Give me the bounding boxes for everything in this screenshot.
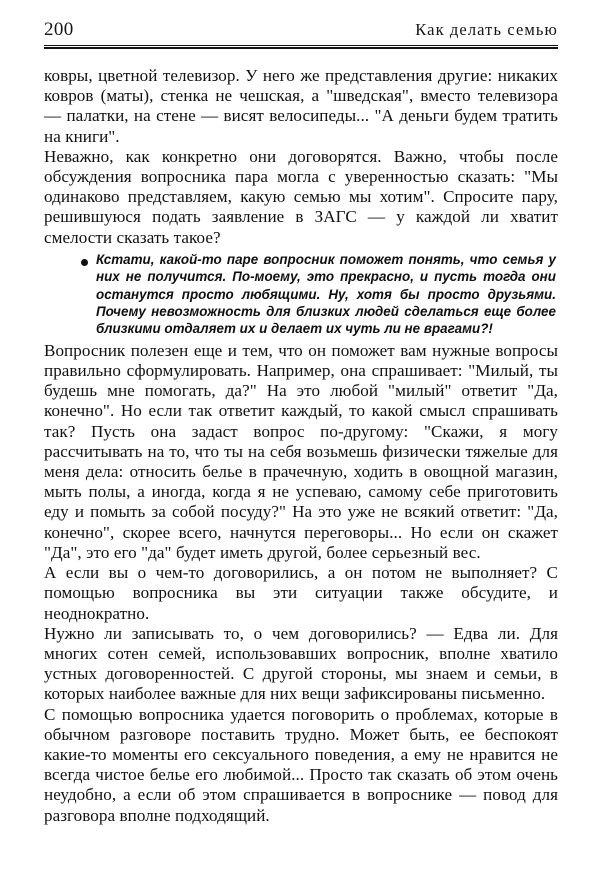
bulleted-note: [44, 251, 558, 338]
paragraph: С помощью вопросника удается поговорить о проблемах, которые в обычном разговоре поставить трудно. Может быть, ее беспокоят какие-то моменты его сексуального поведения, а ему не нравится не всегда чистое белье его любимой... Просто так сказать об этом очень неудобно, а если об этом спрашивается в вопроснике — повод для разговора вполне подходящий.: [44, 704, 558, 825]
bullet-icon: [81, 259, 88, 266]
header-rule-thin: [44, 45, 558, 46]
paragraph: Нужно ли записывать то, о чем договорились? — Едва ли. Для многих сотен семей, использовавших вопросник, вполне хватило устных договоренностей. С другой стороны, мы знаем и семьи, в которых наиболее важные для них вещи зафиксированы письменно.: [44, 623, 558, 704]
running-head: [44, 20, 558, 48]
paragraph-continued: ковры, цветной телевизор. У него же представления другие: никаких ковров (маты), стенка не чешская, а "шведская", вместо телевизора — палатки, на стене — висят велосипеды... "А деньги будем тратить на книги".: [44, 66, 558, 146]
header-rule-thick: [44, 47, 558, 49]
header-double-rule: [44, 45, 558, 51]
running-head-title: Как делать семью: [415, 20, 558, 39]
bulleted-note-text: Кстати, какой-то паре вопросник поможет понять, что семья у них не получится. По-моему, это прекрасно, и пусть тогда они останутся просто любящими. Ну, хотя бы просто друзьями. Почему невозможность для близких людей сделаться еще более близкими отдаляет их и делает их чуть ли не врагами?!: [96, 251, 556, 337]
paragraph: Вопросник полезен еще и тем, что он поможет вам нужные вопросы правильно сформулировать. Например, она спрашивает: "Милый, ты будешь мне помогать, да?" На это любой "милый" ответит "Да, конечно". Но если так ответит каждый, то какой смысл спрашивать так? Пусть она задаст вопрос по-другому: "Скажи, я могу рассчитывать на то, что ты на себя возьмешь физически тяжелые для меня дела: относить белье в прачечную, ходить в овощной магазин, мыть полы, а иногда, когда я не успеваю, самому себе приготовить еду и помыть за собой посуду?" На это уже не всякий ответит: "Да, конечно", скорее всего, начнутся переговоры... Но если он скажет "Да", это его "да" будет иметь другой, более серьезный вес.: [44, 340, 558, 562]
text-column: [44, 66, 558, 826]
page-number: 200: [44, 19, 74, 40]
paragraph: Неважно, как конкретно они договорятся. Важно, чтобы после обсуждения вопросника пара могла с уверенностью сказать: "Мы одинаково представляем, какую семью мы хотим". Спросите пару, решившуюся подать заявление в ЗАГС — у каждой ли хватит смелости сказать такое?: [44, 146, 558, 247]
paragraph: А если вы о чем-то договорились, а он потом не выполняет? С помощью вопросника вы эти ситуации также обсудите, и неоднократно.: [44, 563, 558, 623]
